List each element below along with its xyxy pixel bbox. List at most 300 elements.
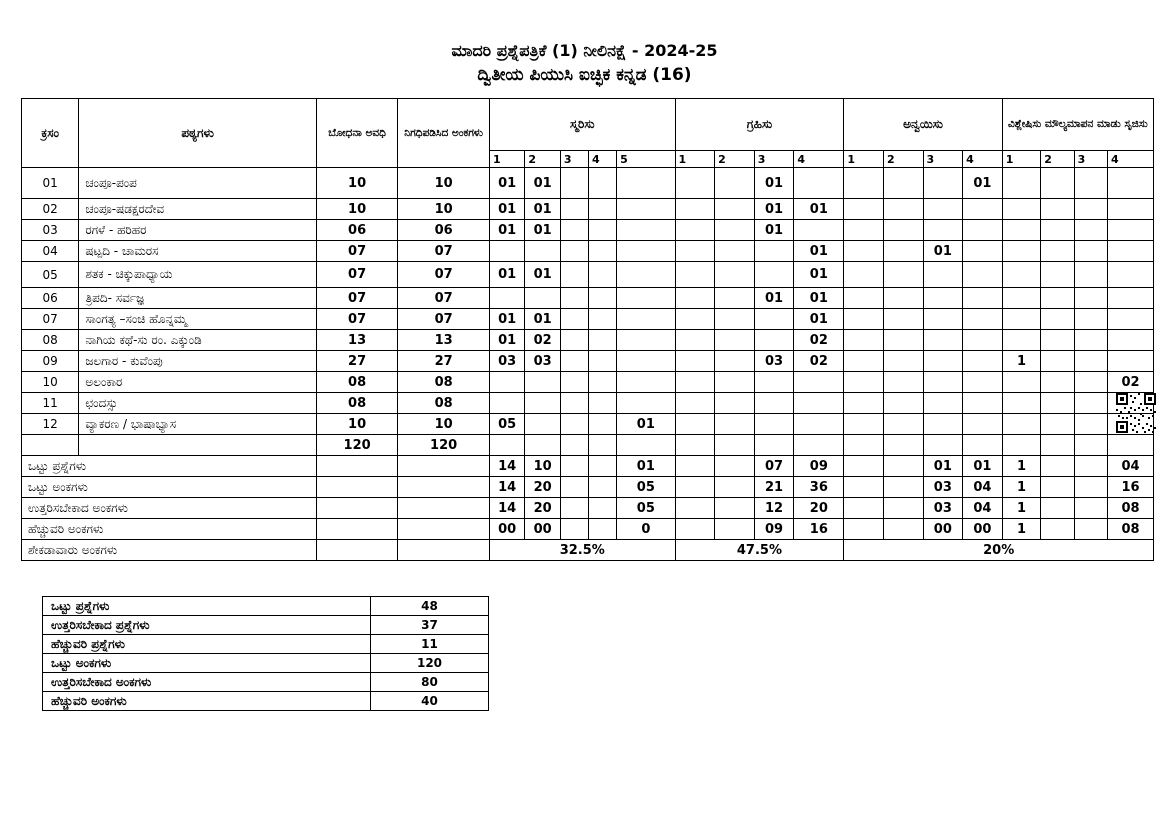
summary-row-blank: [398, 519, 490, 540]
row-question-count: [1041, 168, 1074, 199]
row-question-count: [715, 393, 755, 414]
summary-row-value: [1074, 456, 1107, 477]
row-question-count: [1002, 414, 1041, 435]
row-question-count: [1074, 220, 1107, 241]
row-allotted-marks: 07: [398, 288, 490, 309]
row-serial: 05: [22, 262, 79, 288]
row-question-count: [1002, 309, 1041, 330]
header-serial: ಕ್ರಸಂ: [22, 99, 79, 168]
total-allotted-marks: 120: [398, 435, 490, 456]
row-question-count: [923, 372, 963, 393]
row-question-count: [560, 168, 588, 199]
summary-label: ಒಟ್ಟು ಪ್ರಶ್ನೆಗಳು: [43, 597, 371, 616]
row-question-count: [617, 262, 675, 288]
summary-row-value: 16: [794, 519, 844, 540]
row-question-count: [588, 309, 616, 330]
summary-row-value: [844, 498, 884, 519]
sub-header-level: 2: [883, 151, 923, 168]
summary-row-value: [588, 477, 616, 498]
summary-label: ಉತ್ತರಿಸಬೇಕಾದ ಪ್ರಶ್ನೆಗಳು: [43, 616, 371, 635]
summary-row-blank: [316, 477, 397, 498]
table-row: [22, 330, 1154, 351]
row-question-count: [560, 372, 588, 393]
row-question-count: [883, 393, 923, 414]
total-teaching-period: 120: [316, 435, 397, 456]
total-row-blank: [1002, 435, 1041, 456]
row-teaching-period: 10: [316, 168, 397, 199]
summary-row: [22, 519, 1154, 540]
row-question-count: 01: [794, 199, 844, 220]
table-row: [22, 414, 1154, 435]
total-row-blank: [923, 435, 963, 456]
row-question-count: [588, 241, 616, 262]
summary-row-blank: [398, 477, 490, 498]
sub-header-level: 1: [1002, 151, 1041, 168]
summary-row-value: [1074, 498, 1107, 519]
row-question-count: [844, 220, 884, 241]
row-question-count: [588, 330, 616, 351]
row-question-count: [1107, 220, 1153, 241]
row-question-count: [1074, 393, 1107, 414]
header-teaching-period: ಬೋಧನಾ ಅವಧಿ: [316, 99, 397, 168]
summary-label: ಹೆಚ್ಚುವರಿ ಪ್ರಶ್ನೆಗಳು: [43, 635, 371, 654]
row-question-count: [525, 414, 560, 435]
summary-row-value: 00: [489, 519, 524, 540]
summary-row-value: 03: [923, 477, 963, 498]
row-question-count: [715, 351, 755, 372]
row-teaching-period: 08: [316, 393, 397, 414]
row-question-count: [715, 262, 755, 288]
row-question-count: [617, 309, 675, 330]
row-question-count: [1074, 309, 1107, 330]
row-question-count: [923, 220, 963, 241]
row-question-count: [525, 372, 560, 393]
total-row-blank: [883, 435, 923, 456]
row-serial: 04: [22, 241, 79, 262]
row-question-count: [588, 262, 616, 288]
row-question-count: [617, 220, 675, 241]
sub-header-level: 1: [675, 151, 715, 168]
summary-row-label: ಒಟ್ಟು ಪ್ರಶ್ನೆಗಳು: [22, 456, 317, 477]
row-serial: 10: [22, 372, 79, 393]
row-question-count: [489, 372, 524, 393]
row-question-count: [715, 241, 755, 262]
table-row: [22, 199, 1154, 220]
row-question-count: [1041, 393, 1074, 414]
summary-row-value: 1: [1002, 519, 1041, 540]
summary-table-row: [43, 654, 489, 673]
summary-row-value: 05: [617, 498, 675, 519]
row-question-count: 01: [489, 309, 524, 330]
row-allotted-marks: 10: [398, 199, 490, 220]
row-allotted-marks: 13: [398, 330, 490, 351]
row-question-count: [1107, 168, 1153, 199]
summary-row-value: 08: [1107, 498, 1153, 519]
row-teaching-period: 07: [316, 309, 397, 330]
row-question-count: [560, 414, 588, 435]
row-question-count: [883, 220, 923, 241]
table-row: [22, 262, 1154, 288]
table-row: [22, 288, 1154, 309]
summary-row-value: [588, 498, 616, 519]
table-row: [22, 351, 1154, 372]
row-question-count: [588, 168, 616, 199]
summary-row-value: [560, 498, 588, 519]
qr-code-icon: [1116, 393, 1156, 433]
row-question-count: 01: [754, 288, 794, 309]
summary-row-value: 21: [754, 477, 794, 498]
summary-row-value: [1041, 477, 1074, 498]
row-question-count: [844, 241, 884, 262]
row-question-count: [1107, 199, 1153, 220]
row-question-count: [1041, 241, 1074, 262]
summary-label: ಉತ್ತರಿಸಬೇಕಾದ ಅಂಕಗಳು: [43, 673, 371, 692]
row-question-count: [1074, 351, 1107, 372]
total-row-blank: [1041, 435, 1074, 456]
row-question-count: [1074, 168, 1107, 199]
row-question-count: [525, 393, 560, 414]
summary-row: [22, 456, 1154, 477]
row-question-count: [794, 372, 844, 393]
summary-row-value: [1074, 519, 1107, 540]
row-question-count: [675, 168, 715, 199]
row-question-count: [560, 241, 588, 262]
row-question-count: [1041, 414, 1074, 435]
summary-row-value: 09: [754, 519, 794, 540]
row-question-count: 03: [489, 351, 524, 372]
row-question-count: [617, 372, 675, 393]
summary-value: 120: [371, 654, 489, 673]
row-question-count: [1107, 288, 1153, 309]
summary-row-value: [560, 519, 588, 540]
row-question-count: [844, 262, 884, 288]
header-group-understand: ಗ್ರಹಿಸು: [675, 99, 844, 151]
row-question-count: [588, 199, 616, 220]
row-question-count: [1002, 288, 1041, 309]
row-serial: 06: [22, 288, 79, 309]
summary-row-value: [675, 519, 715, 540]
summary-row-value: [675, 498, 715, 519]
summary-row-value: [883, 498, 923, 519]
summary-row-value: 00: [963, 519, 1003, 540]
row-question-count: [1074, 414, 1107, 435]
row-question-count: [754, 393, 794, 414]
row-serial: 12: [22, 414, 79, 435]
row-question-count: [1074, 241, 1107, 262]
row-question-count: [489, 241, 524, 262]
row-question-count: 02: [794, 330, 844, 351]
summary-row-value: 07: [754, 456, 794, 477]
row-question-count: [963, 393, 1003, 414]
row-allotted-marks: 27: [398, 351, 490, 372]
row-question-count: [963, 372, 1003, 393]
row-serial: 08: [22, 330, 79, 351]
row-question-count: [1041, 288, 1074, 309]
summary-value: 11: [371, 635, 489, 654]
percent-apply-analyse: 20%: [844, 540, 1154, 561]
summary-row-value: [883, 477, 923, 498]
table-row: [22, 220, 1154, 241]
row-question-count: [560, 309, 588, 330]
row-question-count: [1041, 220, 1074, 241]
percent-understand: 47.5%: [675, 540, 844, 561]
summary-row-blank: [398, 456, 490, 477]
row-question-count: [617, 330, 675, 351]
row-allotted-marks: 06: [398, 220, 490, 241]
row-question-count: [963, 241, 1003, 262]
summary-row-value: [1074, 477, 1107, 498]
sub-header-level: 3: [1074, 151, 1107, 168]
row-allotted-marks: 07: [398, 241, 490, 262]
row-question-count: [963, 262, 1003, 288]
row-question-count: 01: [963, 168, 1003, 199]
row-question-count: [715, 372, 755, 393]
row-question-count: 01: [489, 168, 524, 199]
row-question-count: 01: [754, 220, 794, 241]
row-question-count: 01: [754, 199, 794, 220]
summary-row-value: 05: [617, 477, 675, 498]
row-question-count: [489, 393, 524, 414]
row-question-count: [588, 372, 616, 393]
row-question-count: [754, 309, 794, 330]
row-question-count: [1107, 262, 1153, 288]
row-question-count: 03: [525, 351, 560, 372]
sub-header-level: 1: [844, 151, 884, 168]
row-question-count: [1041, 330, 1074, 351]
row-question-count: [1107, 309, 1153, 330]
summary-value: 37: [371, 616, 489, 635]
sub-header-level: 4: [794, 151, 844, 168]
sub-header-level: 4: [588, 151, 616, 168]
row-question-count: [1107, 330, 1153, 351]
row-question-count: [588, 414, 616, 435]
row-question-count: [715, 199, 755, 220]
row-question-count: [844, 351, 884, 372]
row-question-count: [844, 288, 884, 309]
summary-row: [22, 498, 1154, 519]
row-serial: 03: [22, 220, 79, 241]
sub-header-level: 1: [489, 151, 524, 168]
row-question-count: [560, 288, 588, 309]
row-question-count: [675, 262, 715, 288]
percent-remember: 32.5%: [489, 540, 675, 561]
row-question-count: [675, 372, 715, 393]
row-question-count: [560, 199, 588, 220]
total-row-blank: [617, 435, 675, 456]
row-serial: 09: [22, 351, 79, 372]
summary-table: [42, 596, 489, 711]
row-question-count: [883, 168, 923, 199]
sub-header-level: 4: [1107, 151, 1153, 168]
row-question-count: 01: [489, 199, 524, 220]
sub-header-level: 2: [525, 151, 560, 168]
row-question-count: [675, 351, 715, 372]
row-question-count: [794, 168, 844, 199]
total-row-blank: [794, 435, 844, 456]
row-allotted-marks: 08: [398, 372, 490, 393]
percent-row: [22, 540, 1154, 561]
page-title: ಮಾದರಿ ಪ್ರಶ್ನೆಪತ್ರಿಕೆ (1) ನೀಲಿನಕ್ಷೆ - 2024-25: [451, 41, 718, 60]
row-question-count: [715, 220, 755, 241]
row-question-count: 01: [525, 168, 560, 199]
row-question-count: [617, 351, 675, 372]
row-teaching-period: 06: [316, 220, 397, 241]
row-question-count: 01: [794, 241, 844, 262]
row-question-count: [963, 330, 1003, 351]
header-lessons: ಪಠ್ಯಗಳು: [79, 99, 317, 168]
summary-row-value: [715, 456, 755, 477]
row-serial: 01: [22, 168, 79, 199]
summary-row-value: [588, 519, 616, 540]
row-question-count: [844, 393, 884, 414]
total-row-blank: [489, 435, 524, 456]
summary-table-row: [43, 616, 489, 635]
row-question-count: [923, 414, 963, 435]
summary-row-value: 0: [617, 519, 675, 540]
summary-row-value: [844, 519, 884, 540]
percent-row-blank: [316, 540, 397, 561]
sub-header-level: 2: [1041, 151, 1074, 168]
row-lesson-name: ಶತಕ - ಚಿಕ್ಕುಪಾಧ್ಯಾಯ: [79, 262, 317, 288]
sub-header-level: 4: [963, 151, 1003, 168]
row-question-count: [963, 220, 1003, 241]
row-question-count: [794, 414, 844, 435]
summary-row-value: 00: [525, 519, 560, 540]
row-allotted-marks: 07: [398, 309, 490, 330]
sub-header-level: 3: [560, 151, 588, 168]
row-teaching-period: 10: [316, 199, 397, 220]
summary-row-blank: [316, 456, 397, 477]
table-row: [22, 372, 1154, 393]
row-question-count: [883, 351, 923, 372]
total-row-blank: [560, 435, 588, 456]
total-row-blank: [525, 435, 560, 456]
total-row-blank: [675, 435, 715, 456]
header-group-analyse: ವಿಶ್ಲೇಷಿಸು ಮೌಲ್ಯಮಾಪನ ಮಾಡು ಸೃಜಿಸು: [1002, 99, 1153, 151]
summary-row-value: 09: [794, 456, 844, 477]
summary-row-value: [675, 477, 715, 498]
row-allotted-marks: 10: [398, 414, 490, 435]
table-row: [22, 168, 1154, 199]
row-lesson-name: ತ್ರಿಪದಿ- ಸರ್ವಜ್ಞ: [79, 288, 317, 309]
row-question-count: 01: [525, 199, 560, 220]
row-question-count: [844, 414, 884, 435]
row-question-count: [1002, 262, 1041, 288]
header-allotted-marks: ನಿಗಧಿಪಡಿಸಿದ ಅಂಕಗಳು: [398, 99, 490, 168]
row-question-count: 01: [489, 262, 524, 288]
summary-row-value: 1: [1002, 498, 1041, 519]
row-question-count: [883, 241, 923, 262]
summary-value: 80: [371, 673, 489, 692]
summary-row-value: 1: [1002, 477, 1041, 498]
row-teaching-period: 10: [316, 414, 397, 435]
row-question-count: [963, 414, 1003, 435]
row-question-count: [1041, 372, 1074, 393]
summary-row-blank: [316, 498, 397, 519]
row-question-count: 01: [525, 309, 560, 330]
row-question-count: [844, 372, 884, 393]
row-question-count: 02: [794, 351, 844, 372]
row-question-count: [1041, 199, 1074, 220]
row-question-count: [715, 168, 755, 199]
row-question-count: [754, 330, 794, 351]
row-lesson-name: ಸಾಂಗತ್ಯ –ಸಂಚಿ ಹೊನ್ನಮ್ಮ: [79, 309, 317, 330]
row-question-count: [489, 288, 524, 309]
blueprint-table: [21, 98, 1154, 561]
row-question-count: 01: [794, 262, 844, 288]
sub-header-level: 3: [754, 151, 794, 168]
row-question-count: [1002, 241, 1041, 262]
summary-row-blank: [316, 519, 397, 540]
row-question-count: [1002, 330, 1041, 351]
summary-table-row: [43, 635, 489, 654]
row-question-count: 01: [617, 414, 675, 435]
row-question-count: [844, 168, 884, 199]
row-question-count: [675, 414, 715, 435]
row-question-count: [923, 262, 963, 288]
row-question-count: [675, 393, 715, 414]
row-question-count: [1074, 372, 1107, 393]
summary-table-row: [43, 692, 489, 711]
row-question-count: [560, 330, 588, 351]
row-question-count: [923, 199, 963, 220]
summary-row-blank: [398, 498, 490, 519]
header-group-apply: ಅನ್ವಯಿಸು: [844, 99, 1002, 151]
row-lesson-name: ಜಲಗಾರ - ಕುವೆಂಪು: [79, 351, 317, 372]
row-question-count: 05: [489, 414, 524, 435]
row-question-count: [963, 309, 1003, 330]
table-row: [22, 241, 1154, 262]
row-serial: 11: [22, 393, 79, 414]
row-serial: 02: [22, 199, 79, 220]
summary-row-value: 03: [923, 498, 963, 519]
summary-row-value: 01: [923, 456, 963, 477]
row-question-count: [1041, 262, 1074, 288]
total-row-blank: [715, 435, 755, 456]
row-lesson-name: ಚಂಪೂ-ಷಡಕ್ಷರದೇವ: [79, 199, 317, 220]
summary-row-value: [1041, 519, 1074, 540]
summary-row-value: 01: [617, 456, 675, 477]
row-question-count: [754, 372, 794, 393]
summary-row-value: 08: [1107, 519, 1153, 540]
row-allotted-marks: 07: [398, 262, 490, 288]
row-question-count: [617, 393, 675, 414]
row-question-count: [883, 288, 923, 309]
row-teaching-period: 08: [316, 372, 397, 393]
summary-row-label: ಉತ್ತರಿಸಬೇಕಾದ ಅಂಕಗಳು: [22, 498, 317, 519]
summary-row-value: 12: [754, 498, 794, 519]
row-question-count: [1002, 199, 1041, 220]
row-question-count: [883, 330, 923, 351]
row-question-count: [588, 220, 616, 241]
row-lesson-name: ಅಲಂಕಾರ: [79, 372, 317, 393]
row-question-count: [1074, 199, 1107, 220]
summary-row-value: [883, 456, 923, 477]
row-question-count: [1074, 288, 1107, 309]
row-question-count: [588, 288, 616, 309]
row-question-count: [1074, 262, 1107, 288]
row-question-count: [923, 309, 963, 330]
row-question-count: [1002, 220, 1041, 241]
row-question-count: [883, 414, 923, 435]
row-question-count: [883, 262, 923, 288]
row-question-count: [715, 330, 755, 351]
total-row-blank: [963, 435, 1003, 456]
summary-row-value: 04: [1107, 456, 1153, 477]
sub-header-level: 3: [923, 151, 963, 168]
summary-row-value: [588, 456, 616, 477]
row-question-count: [963, 351, 1003, 372]
